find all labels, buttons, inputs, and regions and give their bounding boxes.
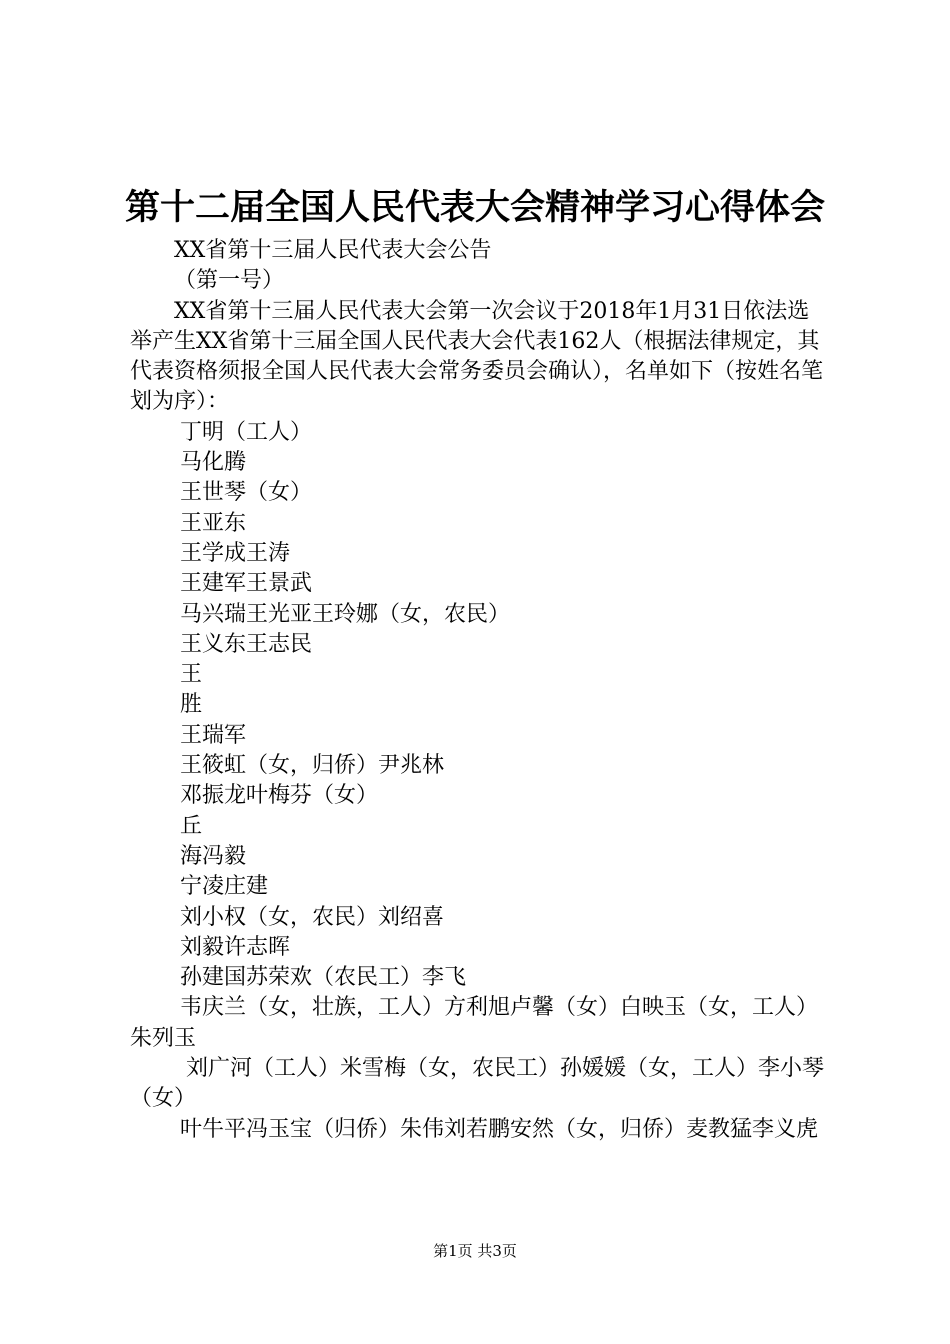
list-item: 王义东王志民 [180,631,313,657]
list-item: 孙建国苏荣欢（农民工）李飞 [180,965,467,991]
list-item: 邓振龙叶梅芬（女） [180,783,379,809]
list-item: 丁明（工人） [180,419,313,445]
announcement-number: （第一号） [174,268,285,294]
list-item: 王学成王涛 [180,540,291,566]
document-title: 第十二届全国人民代表大会精神学习心得体会 [124,188,825,228]
announcement-heading: XX省第十三届人民代表大会公告 [174,238,492,263]
list-item: 王建军王景武 [180,571,313,597]
list-item: 刘毅许志晖 [180,934,291,960]
list-item: 王世琴（女） [180,480,313,506]
list-item: 王瑞军 [180,722,247,748]
list-item: 宁凌庄建 [180,874,269,900]
list-item: 王 [180,662,203,688]
list-item: 马化腾 [180,450,247,476]
page-footer: 第1页 共3页 [433,1242,517,1260]
list-item: 王亚东 [180,510,247,536]
list-item: 丘 [180,813,203,839]
delegate-paragraph: 叶牛平冯玉宝（归侨）朱伟刘若鹏安然（女，归侨）麦教猛李义虎 [180,1116,819,1142]
document-body [130,236,830,1145]
list-item: 王筱虹（女，归侨）尹兆林 [180,753,445,779]
list-item: 海冯毅 [180,843,247,869]
intro-paragraph: XX省第十三届人民代表大会第一次会议于2018年1月31日依法选举产生XX省第十三届全国人民代表大会代表162人（根据法律规定，其代表资格须报全国人民代表大会常务委员会确认），名单如下（按姓名笔划为序）： [130,298,824,415]
list-item: 马兴瑞王光亚王玲娜（女，农民） [180,601,511,627]
list-item: 胜 [180,692,203,718]
delegate-paragraph: 韦庆兰（女，壮族，工人）方利旭卢馨（女）白映玉（女，工人）朱列玉 [130,995,819,1051]
delegate-paragraph: 刘广河（工人）米雪梅（女，农民工）孙媛媛（女，工人）李小琴（女） [130,1056,825,1112]
list-item: 刘小权（女，农民）刘绍喜 [180,904,445,930]
